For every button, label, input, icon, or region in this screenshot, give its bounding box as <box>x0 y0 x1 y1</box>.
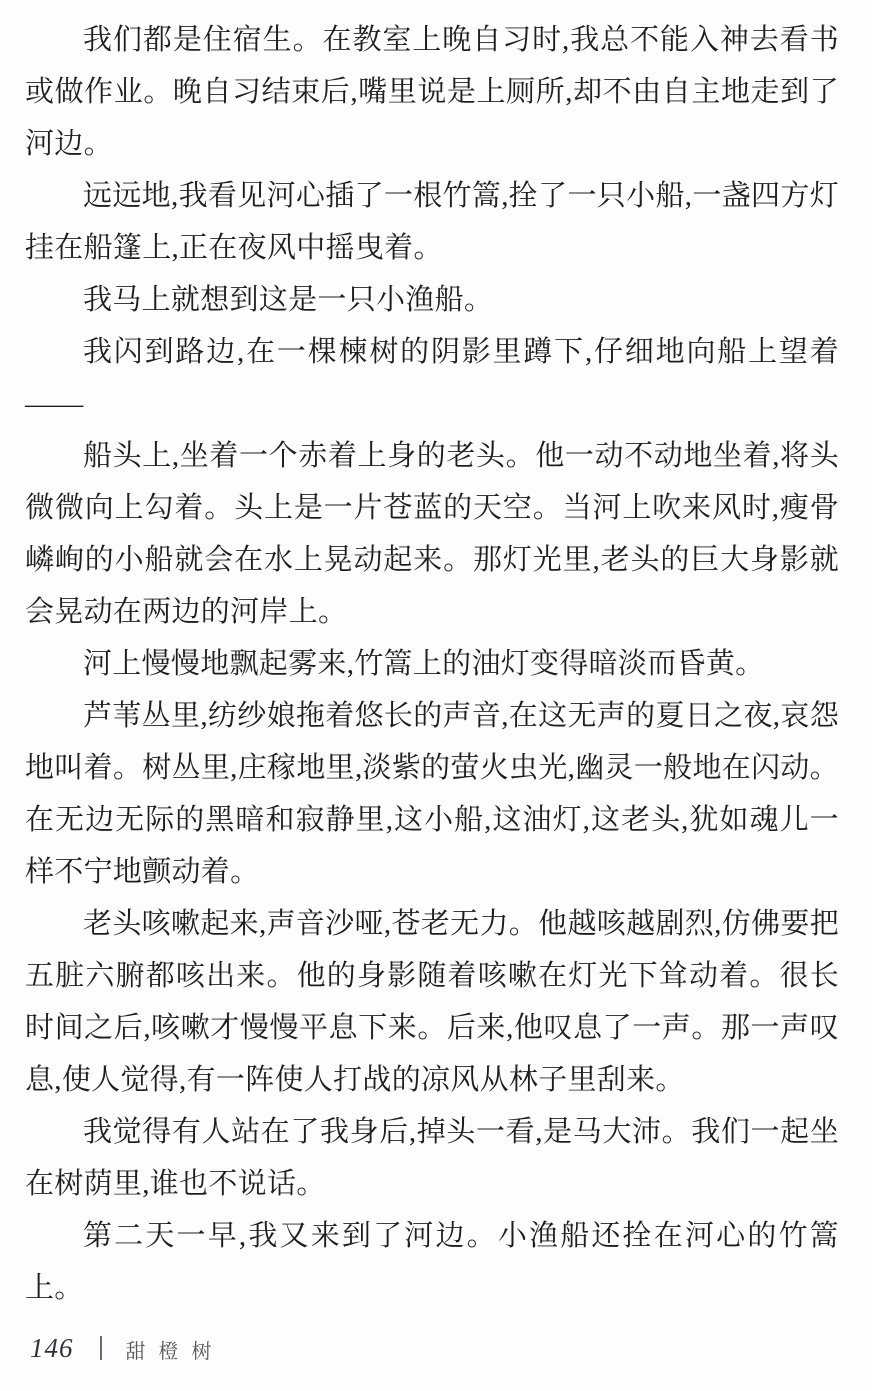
paragraph: 我闪到路边,在一棵楝树的阴影里蹲下,仔细地向船上望着—— <box>25 336 839 420</box>
paragraph: 第二天一早,我又来到了河边。小渔船还拴在河心的竹篙上。 <box>25 1220 839 1304</box>
paragraph: 老头咳嗽起来,声音沙哑,苍老无力。他越咳越剧烈,仿佛要把五脏六腑都咳出来。他的身影随着咳嗽在灯光下耸动着。很长时间之后,咳嗽才慢慢平息下来。后来,他叹息了一声。那一声叹息,使人觉得,有一阵使人打战的凉风从林子里刮来。 <box>25 908 839 1096</box>
paragraph: 我们都是住宿生。在教室上晚自习时,我总不能入神去看书或做作业。晚自习结束后,嘴里说是上厕所,却不由自主地走到了河边。 <box>25 24 839 160</box>
paragraph: 芦苇丛里,纺纱娘拖着悠长的声音,在这无声的夏日之夜,哀怨地叫着。树丛里,庄稼地里,淡紫的萤火虫光,幽灵一般地在闪动。在无边无际的黑暗和寂静里,这小船,这油灯,这老头,犹如魂儿一样不宁地颤动着。 <box>25 700 839 888</box>
page-text <box>25 14 839 1314</box>
page-footer <box>30 1326 225 1370</box>
paragraph: 河上慢慢地飘起雾来,竹篙上的油灯变得暗淡而昏黄。 <box>83 648 765 680</box>
book-title: 甜橙树 <box>125 1340 225 1363</box>
page-number: 146 <box>30 1332 74 1363</box>
paragraph: 我马上就想到这是一只小渔船。 <box>83 284 494 316</box>
footer-divider <box>100 1336 102 1360</box>
paragraph: 远远地,我看见河心插了一根竹篙,拴了一只小船,一盏四方灯挂在船篷上,正在夜风中摇曳着。 <box>25 180 839 264</box>
paragraph: 我觉得有人站在了我身后,掉头一看,是马大沛。我们一起坐在树荫里,谁也不说话。 <box>25 1116 839 1200</box>
paragraph: 船头上,坐着一个赤着上身的老头。他一动不动地坐着,将头微微向上勾着。头上是一片苍蓝的天空。当河上吹来风时,瘦骨嶙峋的小船就会在水上晃动起来。那灯光里,老头的巨大身影就会晃动在两边的河岸上。 <box>25 440 839 628</box>
